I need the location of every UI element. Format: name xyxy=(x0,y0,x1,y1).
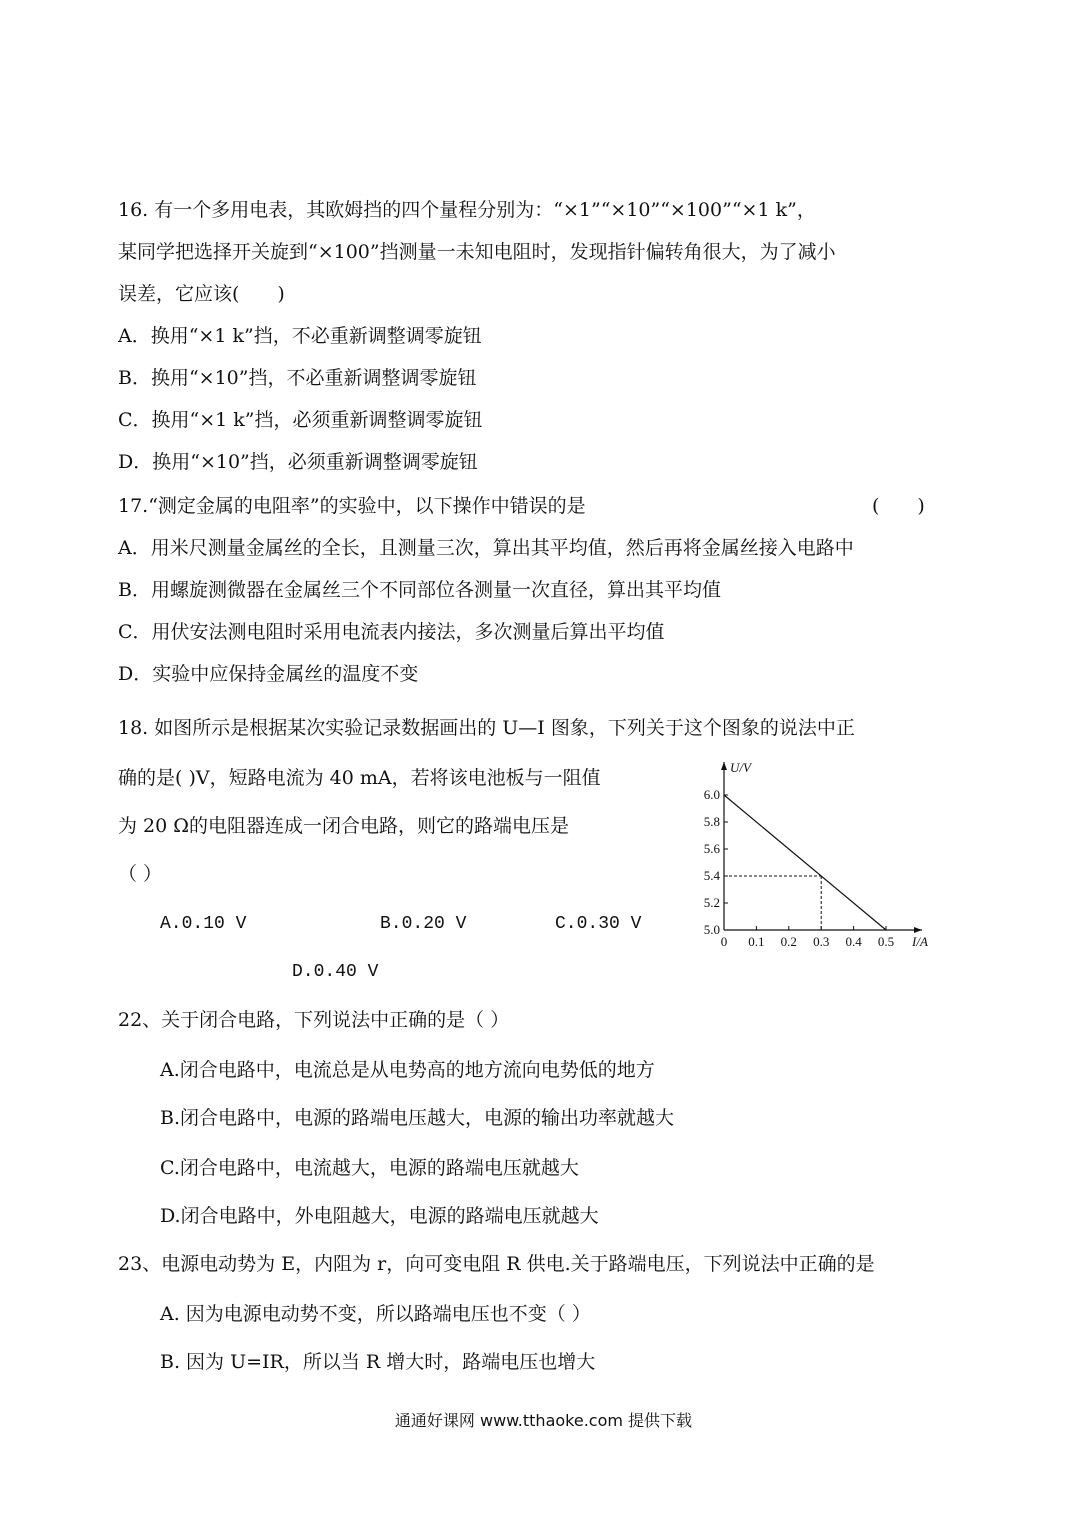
q18-option-c: C.0.30 V xyxy=(555,914,642,934)
q16-line-3: 误差，它应该( ) xyxy=(118,283,285,305)
y-tick-label: 6.0 xyxy=(703,787,720,802)
x-tick-label: 0 xyxy=(720,934,728,949)
graph-axes xyxy=(704,760,928,949)
q16-option-a: A．换用“×1 k”挡，不必重新调整调零旋钮 xyxy=(118,325,482,347)
q18-option-b: B.0.20 V xyxy=(380,914,467,934)
q22-option-b: B.闭合电路中，电源的路端电压越大，电源的输出功率就越大 xyxy=(160,1107,675,1129)
q18-option-a: A.0.10 V xyxy=(160,914,247,934)
q16-line-1: 16. 有一个多用电表，其欧姆挡的四个量程分别为：“×1”“×10”“×100”“×1 k”， xyxy=(118,199,816,221)
q22-option-c: C.闭合电路中，电流越大，电源的路端电压就越大 xyxy=(160,1157,579,1179)
y-tick-label: 5.2 xyxy=(703,895,720,910)
footer-source: 通通好课网 www.tthaoke.com 提供下载 xyxy=(394,1411,693,1430)
q17-option-c: C．用伏安法测电阻时采用电流表内接法，多次测量后算出平均值 xyxy=(118,621,665,643)
x-tick-label: 0.5 xyxy=(877,934,895,949)
q18-line-1: 18. 如图所示是根据某次实验记录数据画出的 U—I 图象，下列关于这个图象的说法中正 xyxy=(118,717,855,739)
y-tick-label: 5.4 xyxy=(703,868,720,883)
q17-answer-paren: ( ) xyxy=(872,495,925,517)
q17-option-d: D．实验中应保持金属丝的温度不变 xyxy=(118,663,419,685)
q23-option-a: A. 因为电源电动势不变，所以路端电压也不变（ ） xyxy=(160,1303,591,1325)
x-tick-label: 0.3 xyxy=(813,934,830,949)
q18-line-2: 确的是( )V，短路电流为 40 mA，若将该电池板与一阻值 xyxy=(118,767,601,789)
graph-marks xyxy=(724,795,886,930)
x-axis-arrow xyxy=(914,927,922,933)
y-axis-label: U/V xyxy=(730,760,751,775)
q16-line-2: 某同学把选择开关旋到“×100”挡测量一未知电阻时，发现指针偏转角很大，为了减小 xyxy=(118,241,836,263)
q18-line-4: （ ） xyxy=(118,863,163,885)
y-tick-label: 5.6 xyxy=(703,841,720,856)
y-tick-label: 5.0 xyxy=(703,922,720,937)
y-axis-arrow xyxy=(721,762,727,770)
y-tick-label: 5.8 xyxy=(703,814,720,829)
x-tick-label: 0.2 xyxy=(780,934,797,949)
q17-option-b: B．用螺旋测微器在金属丝三个不同部位各测量一次直径，算出其平均值 xyxy=(118,579,721,601)
q22-option-a: A.闭合电路中，电流总是从电势高的地方流向电势低的地方 xyxy=(160,1059,655,1081)
q17-stem: 17.“测定金属的电阻率”的实验中，以下操作中错误的是 xyxy=(118,495,586,517)
q23-stem: 23、电源电动势为 E，内阻为 r，向可变电阻 R 供电.关于路端电压，下列说法中正确的是 xyxy=(118,1253,875,1275)
q23-option-b: B. 因为 U=IR，所以当 R 增大时，路端电压也增大 xyxy=(160,1351,596,1373)
q16-option-d: D．换用“×10”挡，必须重新调整调零旋钮 xyxy=(118,451,478,473)
x-tick-label: 0.4 xyxy=(845,934,862,949)
x-axis-label: I/A xyxy=(912,934,928,949)
q18-line-3: 为 20 Ω的电阻器连成一闭合电路，则它的路端电压是 xyxy=(118,815,570,837)
x-tick-label: 0.1 xyxy=(748,934,765,949)
q22-option-d: D.闭合电路中，外电阻越大，电源的路端电压就越大 xyxy=(160,1205,599,1227)
q16-option-c: C．换用“×1 k”挡，必须重新调整调零旋钮 xyxy=(118,409,483,431)
u-i-line xyxy=(724,795,886,930)
q22-stem: 22、关于闭合电路，下列说法中正确的是（ ） xyxy=(118,1009,510,1031)
u-i-graph xyxy=(690,750,950,950)
q16-option-b: B．换用“×10”挡，不必重新调整调零旋钮 xyxy=(118,367,477,389)
q18-option-d: D.0.40 V xyxy=(292,962,379,982)
q17-option-a: A．用米尺测量金属丝的全长，且测量三次，算出其平均值，然后再将金属丝接入电路中 xyxy=(118,537,854,559)
